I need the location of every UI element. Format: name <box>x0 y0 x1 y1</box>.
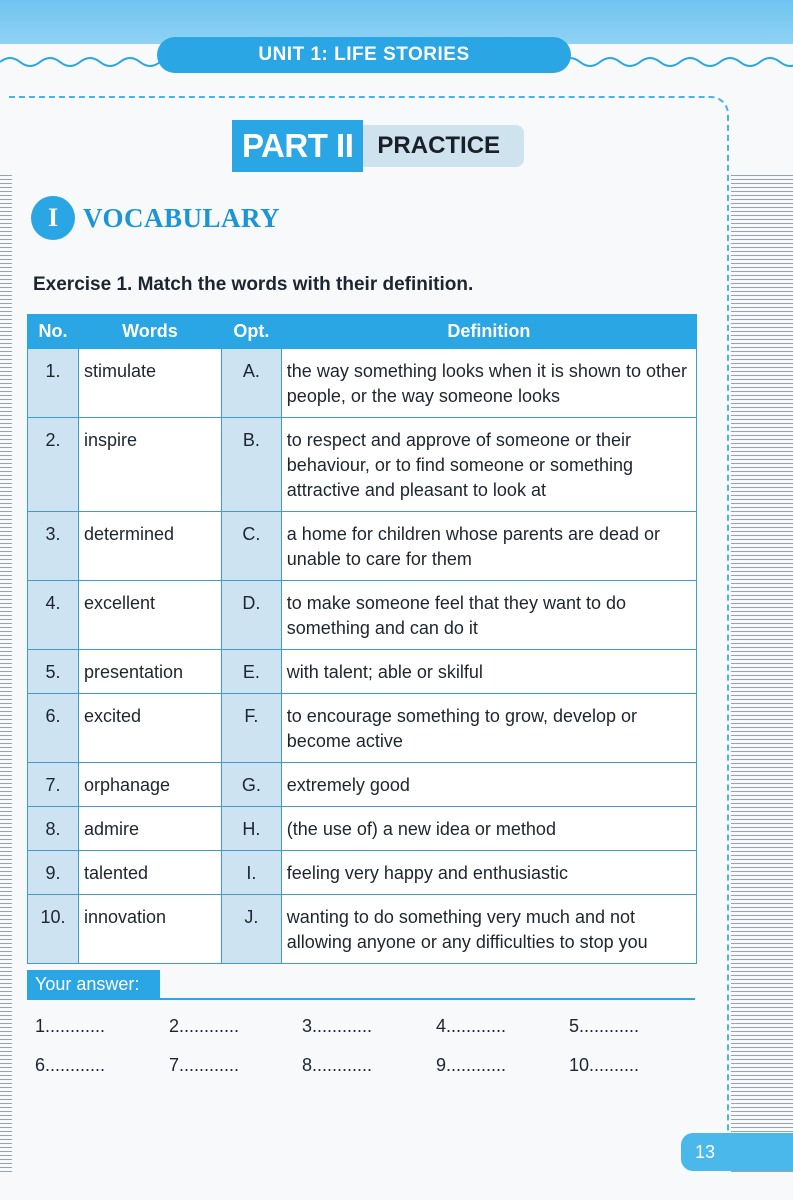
header-no: No. <box>28 315 79 349</box>
row-word: determined <box>78 512 221 581</box>
table-header-row <box>28 315 697 349</box>
exercise-title: Exercise 1. Match the words with their definition. <box>33 274 474 295</box>
row-definition: wanting to do something very much and not allowing anyone or any difficulties to stop you <box>281 895 696 964</box>
row-number: 6. <box>28 694 79 763</box>
answer-blank-4[interactable]: 4............ <box>436 1016 507 1036</box>
row-definition: with talent; able or skilful <box>281 650 696 694</box>
answer-blank-5[interactable]: 5............ <box>569 1016 640 1036</box>
answer-blank-2[interactable]: 2............ <box>169 1016 240 1036</box>
table-row <box>28 581 697 650</box>
row-definition: to make someone feel that they want to do something and can do it <box>281 581 696 650</box>
row-word: talented <box>78 851 221 895</box>
table-row <box>28 807 697 851</box>
your-answer-label: Your answer: <box>27 970 160 998</box>
row-option: J. <box>221 895 281 964</box>
row-word: admire <box>78 807 221 851</box>
row-number: 9. <box>28 851 79 895</box>
row-definition: the way something looks when it is shown to other people, or the way someone looks <box>281 349 696 418</box>
row-option: D. <box>221 581 281 650</box>
table-row <box>28 349 697 418</box>
table-row <box>28 418 697 512</box>
header-definition: Definition <box>281 315 696 349</box>
section-title: VOCABULARY <box>83 202 281 233</box>
row-definition: to respect and approve of someone or their behaviour, or to find someone or something attractive and pleasant to look at <box>281 418 696 512</box>
row-number: 5. <box>28 650 79 694</box>
row-word: presentation <box>78 650 221 694</box>
answer-blank-6[interactable]: 6............ <box>35 1055 106 1075</box>
table-row <box>28 694 697 763</box>
row-number: 3. <box>28 512 79 581</box>
row-definition: feeling very happy and enthusiastic <box>281 851 696 895</box>
row-word: excited <box>78 694 221 763</box>
row-word: innovation <box>78 895 221 964</box>
header-words: Words <box>78 315 221 349</box>
row-option: G. <box>221 763 281 807</box>
row-word: excellent <box>78 581 221 650</box>
row-definition: (the use of) a new idea or method <box>281 807 696 851</box>
row-number: 7. <box>28 763 79 807</box>
table-row <box>28 512 697 581</box>
row-number: 8. <box>28 807 79 851</box>
row-word: orphanage <box>78 763 221 807</box>
table-row <box>28 763 697 807</box>
row-option: C. <box>221 512 281 581</box>
section-heading <box>31 196 280 240</box>
answer-blank-10[interactable]: 10.......... <box>569 1055 640 1075</box>
answer-blank-9[interactable]: 9............ <box>436 1055 507 1075</box>
answer-blank-3[interactable]: 3............ <box>302 1016 373 1036</box>
table-row <box>28 895 697 964</box>
row-option: F. <box>221 694 281 763</box>
row-number: 10. <box>28 895 79 964</box>
vocabulary-table <box>27 314 697 964</box>
row-definition: extremely good <box>281 763 696 807</box>
row-number: 4. <box>28 581 79 650</box>
row-word: stimulate <box>78 349 221 418</box>
row-definition: a home for children whose parents are dead or unable to care for them <box>281 512 696 581</box>
row-word: inspire <box>78 418 221 512</box>
section-numeral-badge: I <box>31 196 75 240</box>
part-heading <box>232 120 524 172</box>
right-edge-lines <box>731 175 793 1175</box>
row-option: E. <box>221 650 281 694</box>
header-opt: Opt. <box>221 315 281 349</box>
part-number: PART II <box>232 120 363 172</box>
answer-divider <box>27 998 695 1000</box>
unit-title: UNIT 1: LIFE STORIES <box>157 37 571 73</box>
row-definition: to encourage something to grow, develop or become active <box>281 694 696 763</box>
row-number: 2. <box>28 418 79 512</box>
part-title: PRACTICE <box>363 125 524 167</box>
table-row <box>28 851 697 895</box>
row-option: H. <box>221 807 281 851</box>
answer-blank-1[interactable]: 1............ <box>35 1016 106 1036</box>
page-number: 13 <box>681 1133 793 1171</box>
table-row <box>28 650 697 694</box>
row-number: 1. <box>28 349 79 418</box>
answer-blank-8[interactable]: 8............ <box>302 1055 373 1075</box>
row-option: I. <box>221 851 281 895</box>
row-option: B. <box>221 418 281 512</box>
row-option: A. <box>221 349 281 418</box>
answer-blank-7[interactable]: 7............ <box>169 1055 240 1075</box>
